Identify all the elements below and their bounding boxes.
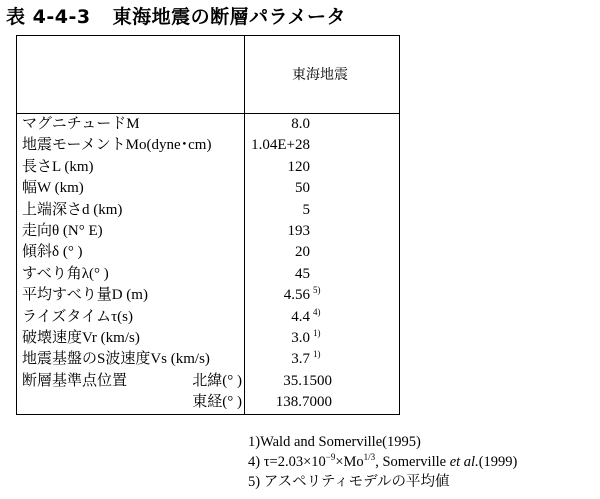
table-row — [17, 221, 400, 242]
param-label: ライズタイムτ(s) — [17, 307, 245, 328]
table-row — [17, 114, 400, 136]
param-value-cell — [245, 307, 400, 328]
param-value-cell — [245, 328, 400, 349]
table-row — [17, 328, 400, 349]
param-label: 地震モーメントMo(dyne･cm) — [17, 135, 245, 156]
param-label: マグニチュードM — [17, 114, 245, 136]
param-value: 1.04E+28 — [251, 137, 310, 154]
table-title — [6, 5, 346, 29]
param-value-cell — [245, 135, 400, 156]
footnote-ref: 1) — [313, 328, 321, 339]
param-value-cell — [245, 349, 400, 370]
latitude-value: 35.1500 — [283, 372, 332, 389]
param-value: 4.56 — [283, 287, 310, 304]
param-value: 50 — [295, 180, 310, 197]
table-caption: 東海地震の断層パラメータ — [112, 6, 346, 28]
table-row — [17, 135, 400, 156]
param-label: 幅W (km) — [17, 178, 245, 199]
param-value-cell — [245, 221, 400, 242]
footnote-5: 5) アスペリティモデルの平均値 — [248, 474, 450, 490]
param-label: 傾斜δ (° ) — [17, 242, 245, 263]
footnote-1: 1)Wald and Somerville(1995) — [248, 434, 421, 450]
table-row — [17, 200, 400, 221]
param-label: 上端深さd (km) — [17, 200, 245, 221]
location-label: 断層基準点位置 — [22, 372, 128, 389]
fault-parameter-table — [16, 35, 400, 415]
table-row — [17, 307, 400, 328]
table-row — [17, 264, 400, 285]
location-label-cell — [17, 371, 245, 392]
param-value: 193 — [287, 223, 310, 240]
footnotes — [248, 432, 517, 492]
latitude-label: 北緯(° ) — [192, 372, 242, 389]
param-value-cell — [245, 114, 400, 136]
table-row — [17, 349, 400, 370]
param-value: 3.7 — [291, 351, 310, 368]
footnote-ref: 4) — [313, 306, 321, 317]
param-value: 120 — [287, 158, 310, 175]
param-label: 地震基盤のS波速度Vs (km/s) — [17, 349, 245, 370]
param-value: 8.0 — [291, 116, 310, 132]
table-row — [17, 178, 400, 199]
location-row-longitude — [17, 392, 400, 414]
header-blank-cell — [17, 36, 245, 114]
param-value-cell — [245, 157, 400, 178]
param-label: 破壊速度Vr (km/s) — [17, 328, 245, 349]
longitude-value-cell — [245, 392, 400, 414]
param-value-cell — [245, 200, 400, 221]
table-row — [17, 157, 400, 178]
param-value-cell — [245, 285, 400, 306]
table-row — [17, 242, 400, 263]
param-label: 平均すべり量D (m) — [17, 285, 245, 306]
param-value-cell — [245, 242, 400, 263]
table-number: 表 4-4-3 — [6, 6, 91, 28]
param-value-cell — [245, 178, 400, 199]
param-label: 走向θ (N° E) — [17, 221, 245, 242]
table-row — [17, 285, 400, 306]
param-value: 3.0 — [291, 330, 310, 347]
param-value: 20 — [295, 244, 310, 261]
longitude-value: 138.7000 — [275, 394, 332, 411]
column-header-tokai: 東海地震 — [245, 36, 400, 114]
latitude-value-cell — [245, 371, 400, 392]
param-value-cell — [245, 264, 400, 285]
footnote-ref: 5) — [313, 285, 321, 296]
longitude-label: 東経(° ) — [17, 392, 245, 414]
param-value: 45 — [295, 265, 310, 282]
table-header-row — [17, 36, 400, 114]
param-value: 4.4 — [291, 308, 310, 325]
footnote-ref: 1) — [313, 349, 321, 360]
param-label: すべり角λ(° ) — [17, 264, 245, 285]
param-label: 長さL (km) — [17, 157, 245, 178]
location-row-latitude — [17, 371, 400, 392]
param-value: 5 — [302, 201, 310, 218]
footnote-4: 4) $\tau=2.03\times 10^{-9}\times Mo^{1/3}$, Somerville et al.(1999) — [248, 452, 518, 470]
